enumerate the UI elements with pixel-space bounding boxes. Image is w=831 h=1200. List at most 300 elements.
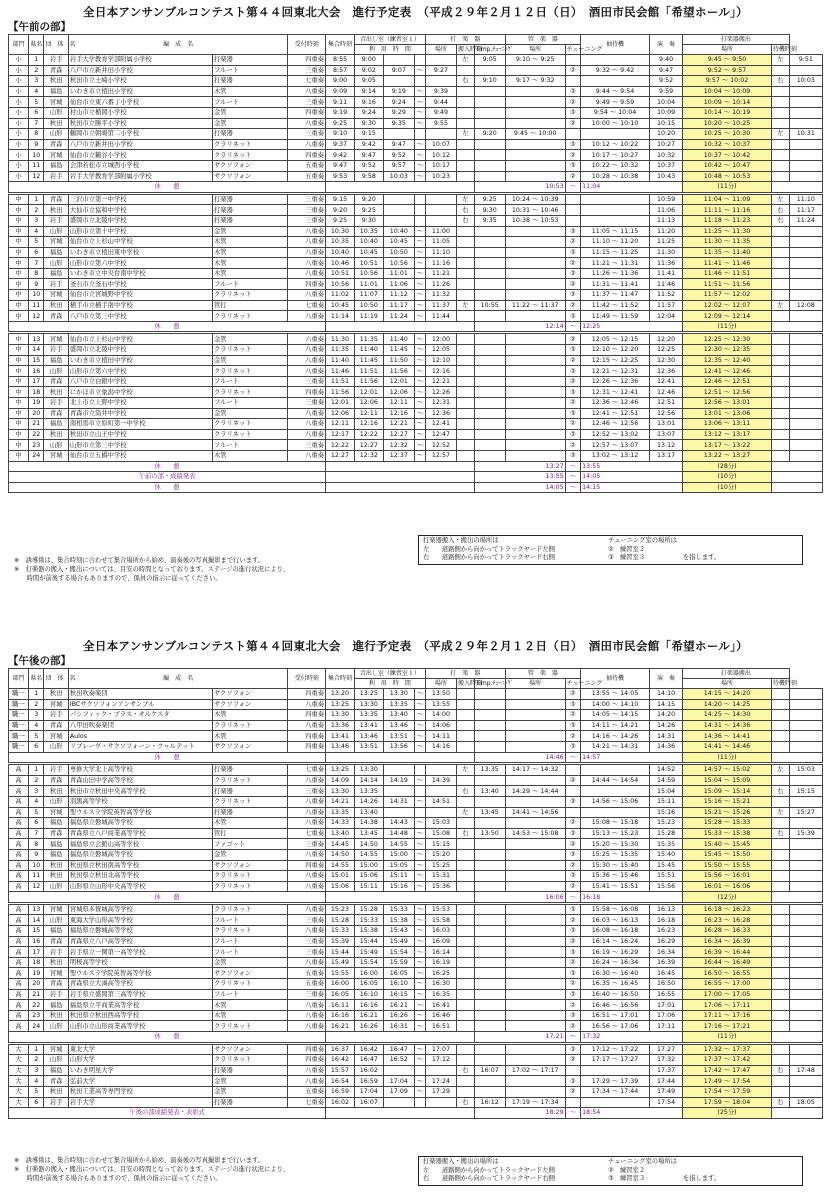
standby-time-cell: 10:20 bbox=[649, 129, 682, 140]
standby-time-cell: 12:46 bbox=[649, 387, 682, 398]
prefecture-cell: 福島 bbox=[44, 1000, 68, 1011]
ensemble-size-cell: 八重奏 bbox=[288, 366, 326, 377]
practice-end-cell: 9:27 bbox=[425, 65, 456, 76]
perc-place-cell bbox=[456, 355, 474, 366]
perc-out-time-cell: 15:03 bbox=[789, 765, 822, 776]
practice-start-cell: 12:01 bbox=[383, 376, 414, 387]
prefecture-cell: 青森 bbox=[44, 194, 68, 205]
reception-time-cell: 11:40 bbox=[326, 355, 355, 366]
prefecture-cell: 秋田 bbox=[44, 76, 68, 87]
prefecture-cell: 秋田 bbox=[44, 786, 68, 797]
prefecture-cell: 福島 bbox=[44, 355, 68, 366]
assembly-time-cell: 9:14 bbox=[354, 86, 383, 97]
prefecture-cell: 宮城 bbox=[44, 968, 68, 979]
perc-in-time-cell bbox=[474, 926, 505, 937]
practice-start-cell: 10:56 bbox=[383, 258, 414, 269]
number-cell: 3 bbox=[28, 215, 44, 226]
performance-time-cell: 16:50 ～ 16:55 bbox=[683, 968, 772, 979]
perc-in-time-cell bbox=[474, 957, 505, 968]
perc-in-time-cell bbox=[474, 387, 505, 398]
tuning-room-cell: ③ bbox=[565, 1010, 581, 1021]
perc-in-time-cell bbox=[474, 699, 505, 710]
break-tilde: ～ bbox=[565, 461, 581, 472]
note-line: 時間が前後する場合もありますので、係員の指示に従ってください。 bbox=[14, 1175, 222, 1182]
perc-out-time-cell bbox=[789, 1076, 822, 1087]
break-spacer bbox=[326, 752, 475, 763]
perc-out-place-cell bbox=[771, 1055, 789, 1066]
division-cell: 小 bbox=[9, 129, 29, 140]
performance-time-cell: 16:28 ～ 16:33 bbox=[683, 926, 772, 937]
timp-tuning-cell: 14:17 ～ 14:32 bbox=[505, 765, 565, 776]
prefecture-cell: 秋田 bbox=[44, 860, 68, 871]
number-cell: 4 bbox=[28, 1076, 44, 1087]
practice-start-cell: 16:05 bbox=[383, 968, 414, 979]
timp-tuning-cell: 10:38 ～ 10:53 bbox=[505, 215, 565, 226]
perc-out-place-cell bbox=[771, 237, 789, 248]
prefecture-cell: 岩手 bbox=[44, 171, 68, 182]
division-cell: 大 bbox=[9, 1055, 29, 1066]
instrument-cell: 打楽器 bbox=[213, 1065, 288, 1076]
timp-tuning-cell bbox=[505, 957, 565, 968]
prefecture-cell: 福島 bbox=[44, 849, 68, 860]
number-cell: 1 bbox=[28, 1044, 44, 1055]
practice-start-cell: 17:09 bbox=[383, 1086, 414, 1097]
division-cell: 高 bbox=[9, 947, 29, 958]
practice-start-cell: 9:35 bbox=[383, 118, 414, 129]
ensemble-size-cell: 三重奏 bbox=[288, 947, 326, 958]
number-cell: 5 bbox=[28, 731, 44, 742]
perc-place-cell: 左 bbox=[456, 807, 474, 818]
tilde-cell: ～ bbox=[414, 947, 425, 958]
number-cell: 8 bbox=[28, 129, 44, 140]
table-row bbox=[9, 387, 823, 398]
perc-place-cell bbox=[456, 258, 474, 269]
ensemble-size-cell: 八重奏 bbox=[288, 720, 326, 731]
header-ensemble: 編 成 名 bbox=[68, 669, 288, 689]
timp-tuning-cell bbox=[505, 775, 565, 786]
assembly-time-cell: 16:02 bbox=[354, 1065, 383, 1076]
tuning-room-cell: ② bbox=[565, 689, 581, 700]
perc-out-time-cell bbox=[789, 989, 822, 1000]
perc-out-time-cell bbox=[789, 689, 822, 700]
break-spacer bbox=[326, 182, 475, 193]
tuning-room-cell: ② bbox=[565, 171, 581, 182]
perc-place-cell: 右 bbox=[456, 205, 474, 216]
ensemble-size-cell: 八重奏 bbox=[288, 775, 326, 786]
assembly-time-cell: 14:38 bbox=[354, 818, 383, 829]
tilde-cell: ～ bbox=[414, 741, 425, 752]
standby-time-cell: 16:23 bbox=[649, 926, 682, 937]
timp-tuning-cell: 9:10 ～ 9:25 bbox=[505, 55, 565, 66]
break-row bbox=[9, 321, 823, 332]
perc-place-cell bbox=[456, 926, 474, 937]
tilde-cell: ～ bbox=[414, 689, 425, 700]
reception-time-cell: 16:21 bbox=[326, 1021, 355, 1032]
practice-end-cell: 14:06 bbox=[425, 720, 456, 731]
prefecture-cell: 青森 bbox=[44, 775, 68, 786]
perc-in-time-cell bbox=[474, 741, 505, 752]
assembly-time-cell: 16:05 bbox=[354, 979, 383, 990]
assembly-time-cell: 10:35 bbox=[354, 226, 383, 237]
timp-tuning-cell bbox=[505, 237, 565, 248]
tuning-time-cell: 10:17 ～ 10:27 bbox=[581, 150, 650, 161]
table-row bbox=[9, 398, 823, 409]
number-cell: 3 bbox=[28, 710, 44, 721]
division-cell: 高 bbox=[9, 796, 29, 807]
tilde-cell: ～ bbox=[414, 419, 425, 430]
group-name-cell: いわき市立植田小学校 bbox=[68, 86, 212, 97]
perc-in-time-cell: 13:50 bbox=[474, 828, 505, 839]
tilde-cell: ～ bbox=[414, 1055, 425, 1066]
perc-in-time-cell bbox=[474, 904, 505, 915]
perc-out-place-cell bbox=[771, 741, 789, 752]
tilde-cell: ～ bbox=[414, 150, 425, 161]
perc-in-time-cell: 9:10 bbox=[474, 76, 505, 87]
division-cell: 職一 bbox=[9, 720, 29, 731]
division-cell: 中 bbox=[9, 408, 29, 419]
timp-tuning-cell bbox=[505, 160, 565, 171]
division-cell: 小 bbox=[9, 150, 29, 161]
header-group-name: 団 体 名 bbox=[44, 669, 68, 689]
table-row bbox=[9, 775, 823, 786]
tuning-room-cell: ③ bbox=[565, 268, 581, 279]
break-start: 16:06 bbox=[474, 892, 565, 903]
ensemble-size-cell: 三重奏 bbox=[288, 839, 326, 850]
tilde-cell: ～ bbox=[414, 1010, 425, 1021]
practice-end-cell: 11:26 bbox=[425, 279, 456, 290]
practice-end-cell: 15:25 bbox=[425, 860, 456, 871]
practice-start-cell: 11:12 bbox=[383, 290, 414, 301]
practice-end-cell: 16:19 bbox=[425, 957, 456, 968]
practice-end-cell: 12:31 bbox=[425, 398, 456, 409]
assembly-time-cell: 9:25 bbox=[354, 205, 383, 216]
division-cell: 小 bbox=[9, 160, 29, 171]
group-name-cell: 八戸市立新井田小学校 bbox=[68, 139, 212, 150]
break-duration: (28分) bbox=[683, 461, 772, 472]
tuning-time-cell: 10:00 ～ 10:10 bbox=[581, 118, 650, 129]
practice-end-cell: 17:12 bbox=[425, 1055, 456, 1066]
standby-time-cell: 15:28 bbox=[649, 828, 682, 839]
perc-out-time-cell bbox=[789, 860, 822, 871]
tilde-cell: ～ bbox=[414, 775, 425, 786]
perc-out-time-cell bbox=[789, 915, 822, 926]
perc-out-place-cell: 右 bbox=[771, 828, 789, 839]
assembly-time-cell: 14:55 bbox=[354, 849, 383, 860]
morning-title: 全日本アンサンブルコンテスト第４４回東北大会 進行予定表 （平成２９年２月１２日（日） 酒田市民会館「希望ホール」） bbox=[83, 5, 748, 19]
instrument-cell: 金管 bbox=[213, 226, 288, 237]
prefecture-cell: 青森 bbox=[44, 720, 68, 731]
group-name-cell: 仙台市立鶴谷小学校 bbox=[68, 150, 212, 161]
group-name-cell: 仙台市立五橋中学校 bbox=[68, 450, 212, 461]
group-name-cell: 青森県立八戸商業高等学校 bbox=[68, 828, 212, 839]
number-cell: 2 bbox=[28, 699, 44, 710]
tuning-time-cell bbox=[581, 55, 650, 66]
ensemble-size-cell: 四重奏 bbox=[288, 860, 326, 871]
prefecture-cell: 岩手 bbox=[44, 279, 68, 290]
perc-out-place-cell bbox=[771, 775, 789, 786]
instrument-cell: 木管 bbox=[213, 258, 288, 269]
legend-right: ③ 練習室３ を指します。 bbox=[608, 554, 721, 562]
perc-in-time-cell bbox=[474, 689, 505, 700]
assembly-time-cell: 15:00 bbox=[354, 860, 383, 871]
performance-time-cell: 15:21 ～ 15:26 bbox=[683, 807, 772, 818]
tuning-room-cell: ② bbox=[565, 334, 581, 345]
header-percussion-out: 打楽器搬出 bbox=[683, 669, 789, 679]
practice-start-cell: 12:16 bbox=[383, 408, 414, 419]
performance-time-cell: 12:02 ～ 12:07 bbox=[683, 300, 772, 311]
standby-time-cell: 12:25 bbox=[649, 345, 682, 356]
table-row bbox=[9, 947, 823, 958]
tuning-room-cell: ③ bbox=[565, 828, 581, 839]
perc-in-time-cell bbox=[474, 1010, 505, 1021]
practice-end-cell: 9:44 bbox=[425, 97, 456, 108]
group-name-cell: 福島県立磐城高等学校 bbox=[68, 818, 212, 829]
instrument-cell: 金管 bbox=[213, 408, 288, 419]
timp-tuning-cell bbox=[505, 366, 565, 377]
perc-out-time-cell bbox=[789, 1044, 822, 1055]
reception-time-cell: 13:41 bbox=[326, 731, 355, 742]
perc-out-place-cell bbox=[771, 226, 789, 237]
standby-time-cell: 17:54 bbox=[649, 1097, 682, 1108]
break-duration: (25分) bbox=[683, 1108, 772, 1119]
reception-time-cell: 11:35 bbox=[326, 345, 355, 356]
break-tilde: ～ bbox=[565, 472, 581, 483]
timp-tuning-cell bbox=[505, 398, 565, 409]
tuning-room-cell: ③ bbox=[565, 408, 581, 419]
table-row bbox=[9, 129, 823, 140]
division-cell: 小 bbox=[9, 86, 29, 97]
tuning-time-cell: 11:21 ～ 11:31 bbox=[581, 258, 650, 269]
number-cell: 24 bbox=[28, 450, 44, 461]
assembly-time-cell: 9:02 bbox=[354, 65, 383, 76]
prefecture-cell: 宮城 bbox=[44, 904, 68, 915]
standby-time-cell: 17:37 bbox=[649, 1065, 682, 1076]
tuning-room-cell: ② bbox=[565, 150, 581, 161]
header-performance: 演 奏 bbox=[649, 35, 682, 55]
tuning-room-cell bbox=[565, 129, 581, 140]
table-row bbox=[9, 150, 823, 161]
instrument-cell: 打楽器 bbox=[213, 765, 288, 776]
table-row bbox=[9, 979, 823, 990]
break-spacer bbox=[771, 182, 822, 193]
tuning-room-cell: ③ bbox=[565, 720, 581, 731]
practice-end-cell: 15:08 bbox=[425, 828, 456, 839]
perc-place-cell bbox=[456, 86, 474, 97]
perc-place-cell: 左 bbox=[456, 55, 474, 66]
tilde-cell: ～ bbox=[414, 86, 425, 97]
perc-out-place-cell bbox=[771, 957, 789, 968]
note-line: ※ 打楽器の搬入・搬出については、目安の時間となっております。ステージの進行状況により、 bbox=[14, 566, 290, 573]
perc-place-cell bbox=[456, 237, 474, 248]
afternoon-schedule bbox=[8, 638, 823, 1183]
reception-time-cell: 9:53 bbox=[326, 171, 355, 182]
tuning-time-cell: 16:30 ～ 16:40 bbox=[581, 968, 650, 979]
assembly-time-cell: 13:46 bbox=[354, 731, 383, 742]
break-label: 休 憩 bbox=[9, 461, 326, 472]
assembly-time-cell: 9:20 bbox=[354, 194, 383, 205]
performance-time-cell: 13:22 ～ 13:27 bbox=[683, 450, 772, 461]
tuning-time-cell: 16:08 ～ 16:18 bbox=[581, 926, 650, 937]
perc-in-time-cell bbox=[474, 1021, 505, 1032]
division-cell: 小 bbox=[9, 55, 29, 66]
break-duration: (12分) bbox=[683, 892, 772, 903]
number-cell: 13 bbox=[28, 334, 44, 345]
tuning-time-cell: 12:05 ～ 12:15 bbox=[581, 334, 650, 345]
perc-out-time-cell bbox=[789, 839, 822, 850]
timp-tuning-cell bbox=[505, 839, 565, 850]
perc-out-time-cell bbox=[789, 1021, 822, 1032]
perc-in-time-cell bbox=[474, 839, 505, 850]
instrument-cell: サクソフォン bbox=[213, 860, 288, 871]
perc-place-cell bbox=[456, 279, 474, 290]
performance-time-cell: 17:32 ～ 17:37 bbox=[683, 1044, 772, 1055]
tuning-room-cell: ② bbox=[565, 118, 581, 129]
instrument-cell: 金管 bbox=[213, 1086, 288, 1097]
instrument-cell: フルート bbox=[213, 440, 288, 451]
instrument-cell: フルート bbox=[213, 376, 288, 387]
number-cell: 3 bbox=[28, 1065, 44, 1076]
tilde-cell bbox=[414, 1065, 425, 1076]
perc-out-place-cell bbox=[771, 268, 789, 279]
table-row bbox=[9, 419, 823, 430]
perc-out-place-cell bbox=[771, 936, 789, 947]
assembly-time-cell: 9:15 bbox=[354, 129, 383, 140]
reception-time-cell: 11:02 bbox=[326, 290, 355, 301]
break-tilde: ～ bbox=[565, 321, 581, 332]
perc-place-cell bbox=[456, 957, 474, 968]
practice-start-cell bbox=[383, 129, 414, 140]
standby-time-cell: 11:36 bbox=[649, 258, 682, 269]
division-cell: 高 bbox=[9, 1021, 29, 1032]
performance-time-cell: 11:25 ～ 11:30 bbox=[683, 226, 772, 237]
standby-time-cell: 12:36 bbox=[649, 366, 682, 377]
division-cell: 中 bbox=[9, 226, 29, 237]
break-spacer bbox=[326, 482, 475, 493]
perc-out-time-cell: 11:17 bbox=[789, 205, 822, 216]
perc-in-time-cell bbox=[474, 226, 505, 237]
tuning-time-cell: 12:46 ～ 12:56 bbox=[581, 419, 650, 430]
number-cell: 21 bbox=[28, 989, 44, 1000]
division-cell: 高 bbox=[9, 1000, 29, 1011]
practice-start-cell: 11:01 bbox=[383, 268, 414, 279]
perc-in-time-cell: 9:25 bbox=[474, 194, 505, 205]
header-sub: 搬入時刻 bbox=[457, 46, 482, 53]
table-row bbox=[9, 1065, 823, 1076]
standby-time-cell: 14:36 bbox=[649, 741, 682, 752]
reception-time-cell: 9:47 bbox=[326, 160, 355, 171]
standby-time-cell: 11:13 bbox=[649, 215, 682, 226]
break-row bbox=[9, 892, 823, 903]
perc-out-place-cell bbox=[771, 97, 789, 108]
assembly-time-cell: 11:19 bbox=[354, 311, 383, 322]
group-name-cell: 釜石市立釜石中学校 bbox=[68, 279, 212, 290]
break-start: 10:53 bbox=[474, 182, 565, 193]
legend-row bbox=[423, 1175, 798, 1184]
prefecture-cell: 宮城 bbox=[44, 450, 68, 461]
assembly-time-cell: 9:42 bbox=[354, 139, 383, 150]
perc-out-time-cell bbox=[789, 450, 822, 461]
legend-row bbox=[423, 1167, 798, 1176]
number-cell: 19 bbox=[28, 398, 44, 409]
perc-in-time-cell bbox=[474, 86, 505, 97]
perc-out-place-cell bbox=[771, 366, 789, 377]
practice-end-cell: 13:55 bbox=[425, 699, 456, 710]
note-line: ※ 誘導係は、集合時刻に合わせて集合場所から始め、演奏後の写真撮影まで行います。 bbox=[14, 1157, 265, 1164]
division-cell: 小 bbox=[9, 139, 29, 150]
reception-time-cell: 9:37 bbox=[326, 139, 355, 150]
timp-tuning-cell bbox=[505, 926, 565, 937]
break-end: 14:15 bbox=[581, 482, 683, 493]
tilde-cell bbox=[414, 55, 425, 66]
number-cell: 6 bbox=[28, 741, 44, 752]
division-cell: 中 bbox=[9, 419, 29, 430]
instrument-cell: クラリネット bbox=[213, 311, 288, 322]
performance-time-cell: 14:25 ～ 14:30 bbox=[683, 710, 772, 721]
timp-tuning-cell: 14:53 ～ 15:08 bbox=[505, 828, 565, 839]
reception-time-cell: 9:25 bbox=[326, 215, 355, 226]
perc-out-time-cell bbox=[789, 947, 822, 958]
header-prefecture: 県名 bbox=[28, 669, 44, 689]
number-cell: 11 bbox=[28, 160, 44, 171]
break-end: 11:04 bbox=[581, 182, 683, 193]
standby-time-cell: 17:11 bbox=[649, 1021, 682, 1032]
perc-in-time-cell bbox=[474, 860, 505, 871]
ensemble-size-cell: 八重奏 bbox=[288, 118, 326, 129]
instrument-cell: サクソフォン bbox=[213, 699, 288, 710]
perc-out-time-cell bbox=[789, 387, 822, 398]
performance-time-cell: 10:25 ～ 10:30 bbox=[683, 129, 772, 140]
perc-out-time-cell bbox=[789, 366, 822, 377]
division-cell: 高 bbox=[9, 904, 29, 915]
perc-in-time-cell bbox=[474, 936, 505, 947]
ensemble-size-cell: 八重奏 bbox=[288, 796, 326, 807]
timp-tuning-cell bbox=[505, 1044, 565, 1055]
tilde-cell: ～ bbox=[414, 926, 425, 937]
perc-out-place-cell bbox=[771, 1044, 789, 1055]
table-row bbox=[9, 237, 823, 248]
tuning-room-cell: ② bbox=[565, 1055, 581, 1066]
reception-time-cell: 13:20 bbox=[326, 689, 355, 700]
assembly-time-cell: 11:56 bbox=[354, 376, 383, 387]
timp-tuning-cell bbox=[505, 796, 565, 807]
reception-time-cell: 14:33 bbox=[326, 818, 355, 829]
practice-start-cell: 15:33 bbox=[383, 904, 414, 915]
division-cell: 中 bbox=[9, 290, 29, 301]
perc-out-place-cell bbox=[771, 947, 789, 958]
tuning-time-cell bbox=[581, 765, 650, 776]
reception-time-cell: 9:11 bbox=[326, 97, 355, 108]
header-sub: 利 用 時 間 bbox=[354, 45, 425, 55]
perc-in-time-cell bbox=[474, 237, 505, 248]
prefecture-cell: 山形 bbox=[44, 107, 68, 118]
performance-time-cell: 15:33 ～ 15:38 bbox=[683, 828, 772, 839]
division-cell: 高 bbox=[9, 860, 29, 871]
performance-time-cell: 15:56 ～ 16:01 bbox=[683, 871, 772, 882]
group-name-cell: 岩手県立一関第一高等学校 bbox=[68, 947, 212, 958]
performance-time-cell: 11:04 ～ 11:09 bbox=[683, 194, 772, 205]
perc-out-place-cell bbox=[771, 398, 789, 409]
number-cell: 10 bbox=[28, 290, 44, 301]
tilde-cell: ～ bbox=[414, 440, 425, 451]
timp-tuning-cell bbox=[505, 450, 565, 461]
header-sub: 場所 bbox=[505, 679, 565, 689]
ensemble-size-cell: 五重奏 bbox=[288, 160, 326, 171]
practice-start-cell: 16:15 bbox=[383, 989, 414, 1000]
reception-time-cell: 13:40 bbox=[326, 828, 355, 839]
perc-out-time-cell: 15:15 bbox=[789, 786, 822, 797]
practice-end-cell bbox=[425, 807, 456, 818]
division-cell: 小 bbox=[9, 107, 29, 118]
